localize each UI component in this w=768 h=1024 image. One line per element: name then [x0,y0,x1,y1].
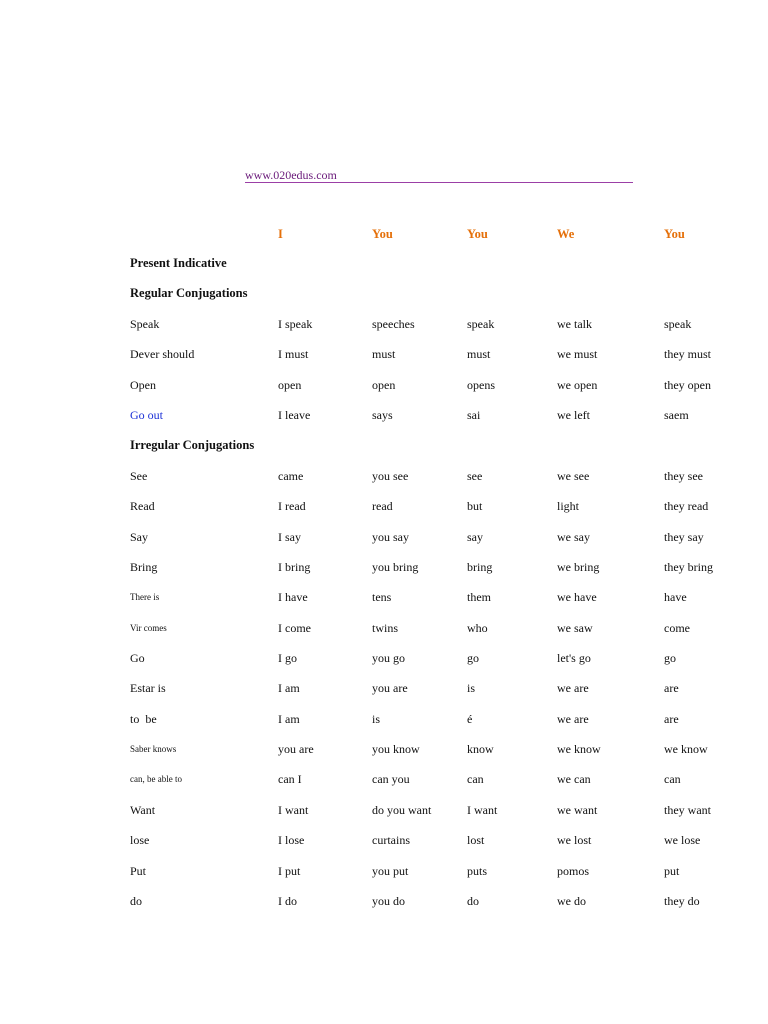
conjugation-cell: put [664,864,680,878]
conjugation-cell: é [467,712,473,726]
conjugation-cell: you bring [372,560,419,574]
verb-label: Want [130,803,156,817]
verb-link-go-out[interactable]: Go out [130,408,163,422]
conjugation-cell: must [467,347,491,361]
site-link[interactable]: www.020edus.com [245,168,633,183]
conjugation-cell: we know [557,742,601,756]
verb-label: Estar is [130,681,166,695]
conjugation-cell: say [467,530,483,544]
conjugation-cell: tens [372,590,392,604]
conjugation-cell: we say [557,530,590,544]
conjugation-cell: I speak [278,317,313,331]
conjugation-cell: we lost [557,833,592,847]
conjugation-cell: is [372,712,381,726]
conjugation-cell: I say [278,530,301,544]
conjugation-cell: I do [278,894,297,908]
table-row [0,771,768,791]
conjugation-cell: lost [467,833,485,847]
conjugation-cell: puts [467,864,488,878]
conjugation-cell: do you want [372,803,432,817]
conjugation-cell: you go [372,651,405,665]
conjugation-cell: do [467,894,479,908]
header-pronoun: You [664,227,685,241]
verb-label: can, be able to [130,774,182,784]
conjugation-cell: they read [664,499,709,513]
verb-label: Go [130,651,145,665]
conjugation-cell: they open [664,378,711,392]
conjugation-cell: you see [372,469,409,483]
verb-label: lose [130,833,150,847]
conjugation-cell: we must [557,347,598,361]
table-row [0,346,768,366]
conjugation-cell: come [664,621,690,635]
conjugation-cell: I put [278,864,301,878]
table-row [0,316,768,336]
verb-label: to be [130,712,157,726]
verb-label: Say [130,530,148,544]
conjugation-cell: I must [278,347,309,361]
conjugation-cell: we bring [557,560,600,574]
conjugation-cell: we know [664,742,708,756]
conjugation-cell: you are [372,681,408,695]
table-row [0,832,768,852]
conjugation-cell: can you [372,772,410,786]
header-pronoun: We [557,227,575,241]
conjugation-cell: speeches [372,317,415,331]
header-pronoun: I [278,227,283,241]
section-present-indicative: Present Indicative [130,256,227,270]
conjugation-cell: open [372,378,396,392]
conjugation-cell: have [664,590,687,604]
verb-label: There is [130,592,160,602]
conjugation-cell: they see [664,469,703,483]
table-row [0,529,768,549]
conjugation-cell: we are [557,712,589,726]
section-regular-conjugations: Regular Conjugations [130,286,248,300]
conjugation-cell: we do [557,894,586,908]
conjugation-cell: we are [557,681,589,695]
conjugation-cell: they do [664,894,700,908]
conjugation-cell: I come [278,621,311,635]
conjugation-cell: go [467,651,479,665]
verb-label: See [130,469,148,483]
conjugation-cell: we saw [557,621,593,635]
conjugation-cell: we can [557,772,591,786]
conjugation-cell: we want [557,803,598,817]
conjugation-cell: we lose [664,833,701,847]
table-row [0,863,768,883]
conjugation-cell: bring [467,560,493,574]
table-row [0,711,768,731]
conjugation-cell: I leave [278,408,311,422]
table-row [0,650,768,670]
conjugation-cell: twins [372,621,399,635]
conjugation-cell: we see [557,469,590,483]
conjugation-cell: I lose [278,833,305,847]
conjugation-cell: can [664,772,681,786]
conjugation-cell: I have [278,590,308,604]
conjugation-cell: they want [664,803,711,817]
verb-label: Saber knows [130,744,177,754]
conjugation-cell: you say [372,530,409,544]
conjugation-cell: they say [664,530,704,544]
conjugation-cell: speak [467,317,495,331]
conjugation-cell: we open [557,378,598,392]
conjugation-cell: you are [278,742,314,756]
verb-label: Vir comes [130,623,167,633]
verb-label: Read [130,499,155,513]
verb-label: Bring [130,560,158,574]
conjugation-cell: you do [372,894,405,908]
table-row [0,559,768,579]
conjugation-cell: is [467,681,476,695]
verb-label: Dever should [130,347,195,361]
conjugation-cell: I bring [278,560,311,574]
conjugation-cell: I want [278,803,309,817]
conjugation-cell: can I [278,772,302,786]
conjugation-cell: open [278,378,302,392]
conjugation-cell: are [664,681,679,695]
table-row [0,377,768,397]
conjugation-cell: we have [557,590,597,604]
header-pronoun: You [467,227,488,241]
conjugation-cell: but [467,499,483,513]
conjugation-cell: must [372,347,396,361]
conjugation-cell: curtains [372,833,410,847]
table-row [0,802,768,822]
section-heading-row [0,255,768,275]
section-heading-row [0,285,768,305]
conjugation-cell: sai [467,408,481,422]
conjugation-cell: speak [664,317,692,331]
conjugation-cell: I am [278,681,300,695]
conjugation-cell: are [664,712,679,726]
table-row [0,620,768,640]
verb-label: Speak [130,317,160,331]
conjugation-cell: read [372,499,393,513]
table-row [0,589,768,609]
verb-label: Open [130,378,156,392]
conjugation-cell: I read [278,499,306,513]
conjugation-cell: I want [467,803,498,817]
conjugation-cell: can [467,772,484,786]
conjugation-cell: you know [372,742,420,756]
conjugation-cell: let's go [557,651,591,665]
conjugation-cell: says [372,408,393,422]
section-heading-row [0,437,768,457]
conjugation-cell: came [278,469,304,483]
verb-label: Put [130,864,147,878]
table-row [0,741,768,761]
conjugation-cell: know [467,742,494,756]
table-row [0,468,768,488]
conjugation-cell: pomos [557,864,590,878]
table-row [0,498,768,518]
table-row [0,407,768,427]
conjugation-cell: go [664,651,676,665]
conjugation-cell: see [467,469,483,483]
conjugation-cell: we left [557,408,590,422]
conjugation-cell: I am [278,712,300,726]
conjugation-cell: opens [467,378,495,392]
conjugation-cell: you put [372,864,409,878]
table-row [0,893,768,913]
conjugation-cell: they must [664,347,711,361]
conjugation-cell: we talk [557,317,592,331]
verb-label: do [130,894,142,908]
header-row [0,226,768,246]
header-pronoun: You [372,227,393,241]
conjugation-cell: who [467,621,488,635]
table-row [0,680,768,700]
conjugation-cell: them [467,590,491,604]
conjugation-cell: I go [278,651,297,665]
conjugation-cell: light [557,499,580,513]
section-irregular-conjugations: Irregular Conjugations [130,438,255,452]
conjugation-cell: saem [664,408,689,422]
conjugation-cell: they bring [664,560,713,574]
